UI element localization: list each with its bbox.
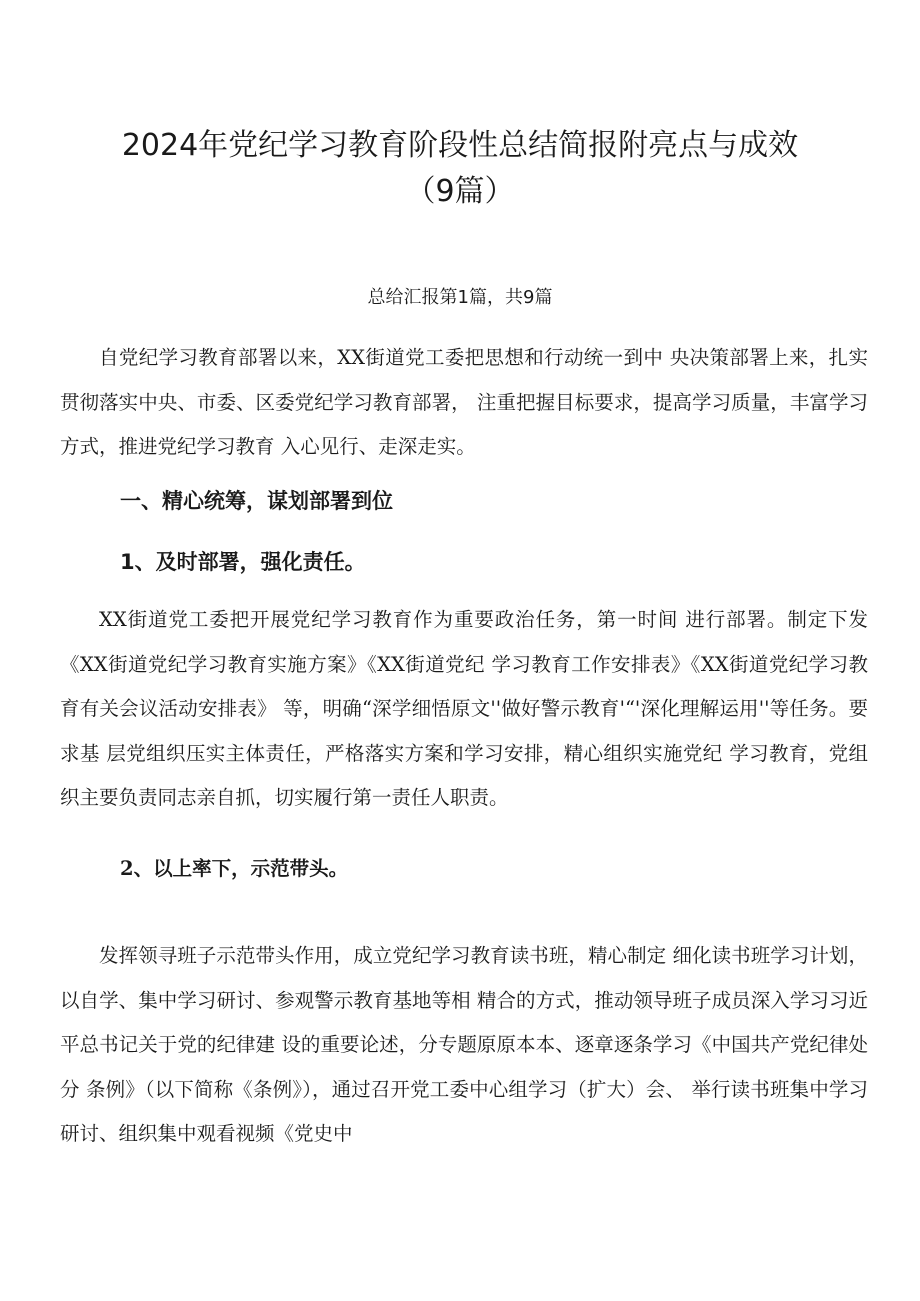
subsection-1-1-paragraph: XX街道党工委把开展党纪学习教育作为重要政治任务，第一时间 进行部署。制定下发《XX街道党纪学习教育实施方案》《XX街道党纪 学习教育工作安排表》《XX街道党纪学习教育有关会议活动安排表》 等，明确“深学细悟原文''做好警示教育'“'深化理解运用''等任务。要求基 层党组织压实主体责任，严格落实方案和学习安排，精心组织实施党纪 学习教育，党组织主要负责同志亲自抓，切实履行第一责任人职责。 [60, 608, 868, 809]
subsection-heading-1-1: 1、及时部署，强化责任。 [120, 550, 366, 574]
intro-paragraph: 自党纪学习教育部署以来，XX街道党工委把思想和行动统一到中 央决策部署上来，扎实贯彻落实中央、市委、区委党纪学习教育部署， 注重把握目标要求，提高学习质量，丰富学习方式，推进党纪学习教育 入心见行、走深走实。 [60, 346, 868, 458]
document-title: 2024年党纪学习教育阶段性总结简报附亮点与成效 [121, 128, 799, 163]
section-heading-1: 一、精心统筹，谋划部署到位 [120, 489, 393, 513]
subsection-1-2-paragraph: 发挥领寻班子示范带头作用，成立党纪学习教育读书班，精心制定 细化读书班学习计划，以自学、集中学习研讨、参观警示教育基地等相 精合的方式，推动领导班子成员深入学习习近平总书记关于党的纪律建 设的重要论述，分专题原原本本、逐章逐条学习《中国共产党纪律处分 条例》（以下简称《条例》），通过召开党工委中心组学习（扩大）会、 举行读书班集中学习研讨、组织集中观看视频《党史中 [60, 944, 868, 1145]
document-title-count: （9篇） [405, 174, 515, 209]
subsection-heading-1-2: 2、以上率下，示范带头。 [120, 857, 349, 880]
document-subtitle: 总给汇报第1篇，共9篇 [367, 287, 553, 308]
